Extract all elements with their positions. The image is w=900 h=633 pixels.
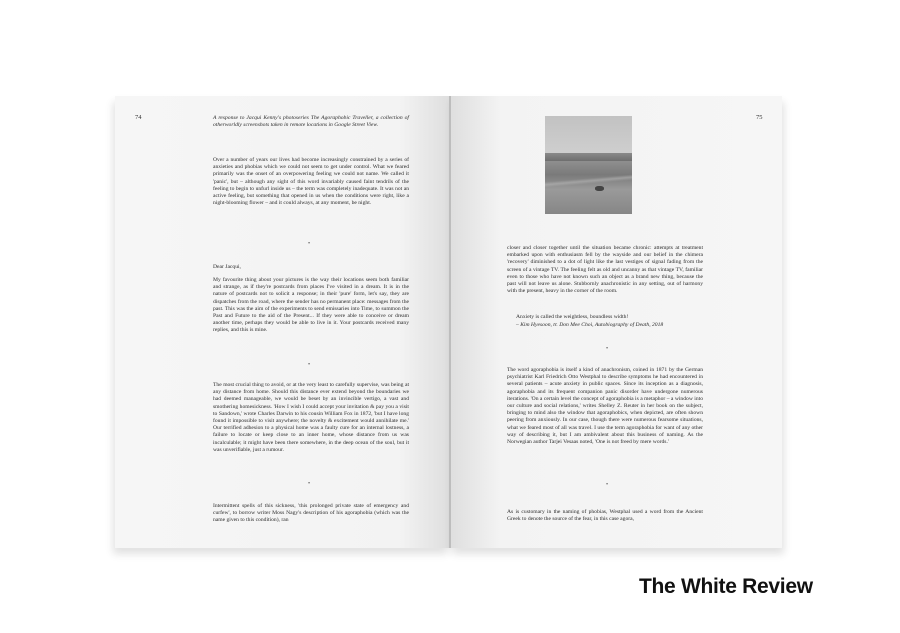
section-divider: • [308, 362, 311, 368]
salutation: Dear Jacqui, [213, 264, 241, 270]
paragraph: closer and closer together until the situation became chronic: attempts at treatment embarked upon with enthusiasm fell by the wayside and our belief in the chimera 'recovery' diminished to a dot of light like the last vestiges of signal fading from the screen of a vintage TV. The feeling felt as old and uncanny as that vintage TV, familiar even to those who have not known such an object as a brand new thing, because the past will not leave us alone. Stubbornly anachronistic in any setting, out of harmony with the present, heavy in the corner of the room. [507, 245, 703, 295]
brand-logo: The White Review [639, 575, 813, 598]
paragraph: Intermittent spells of this sickness, 'this prolonged private state of emergency and curfew', to borrow writer Moss Nagy's description of his agoraphobia (which was the name given to this condition), ran [213, 503, 409, 524]
spine-gutter [449, 96, 451, 548]
landscape-photo [545, 116, 632, 214]
section-divider: • [606, 346, 609, 352]
paragraph: Over a number of years our lives had become increasingly constrained by a series of anxieties and phobias which we could not seem to get under control. What we feared primarily was the onset of an overpowering feeling we could not name. We called it 'panic', but – although any sight of this word invariably caused faint tendrils of the feeling to begin to unfurl inside us – the term was completely inadequate. It was not an active feeling, but something that opened in us when the conditions were right, like a night-blooming flower – and it could always, at any moment, be night. [213, 157, 409, 207]
paragraph: The word agoraphobia is itself a kind of anachronism, coined in 1871 by the German psychiatrist Karl Friedrich Otto Westphal to describe symptoms he had encountered in several patients – acute anxiety in public spaces. Since its inception as a diagnosis, agoraphobia and its frequent companion panic disorder have undergone numerous iterations. 'On a certain level the concept of agoraphobia is a metaphor – a window into our culture and social relations,' writes Shelley Z. Reuter in her book on the subject, bringing to mind also the window that agoraphobics, when depicted, are often shown peering from anxiously. In our case, though there were numerous fearsome situations, what we feared most of all was travel. I use the term agoraphobia for want of any other way of describing it, but I am ambivalent about this business of naming. As the Norwegian author Tarjei Vesaas noted, 'One is not freed by mere words.' [507, 367, 703, 446]
page-number: 75 [756, 114, 763, 121]
left-page [115, 96, 450, 548]
quote: Anxiety is called the weightless, boundless width! [516, 314, 629, 320]
paragraph: My favourite thing about your pictures is the way their locations seem both familiar and strange, as if they're postcards from places I've visited in a dream. It is in the nature of postcards not to solicit a response; in their 'pure' form, let's say, they are dispatches from the road, where the sender has no permanent place: messages from the past. This was the aim of the experiments to send emissaries into Time, to summon the Past and Future to the aid of the Present... If they were able to conceive or dream another time, perhaps they would be able to live in it. Your postcards received many replies, and this is mine. [213, 277, 409, 334]
paragraph: As is customary in the naming of phobias, Westphal used a word from the Ancient Greek to denote the source of the fear, in this case agora, [507, 509, 703, 523]
paragraph: The most crucial thing to avoid, or at the very least to carefully supervise, was being at any distance from home. Should this distance ever extend beyond the boundaries we had deemed manageable, we would be beset by an invincible vertigo, a vast and smothering homesickness. 'How I wish I could accept your invitation & pay you a visit to Sandown,' wrote Charles Darwin to his cousin William Fox in 1872, 'but I have long found it impossible to visit anywhere; the novelty & excitement would annihilate me.' Our terrified adhesion to a physical home was a faulty cure for an internal lostness, a failure to locate or keep close to an inner home, whose distance from us was incalculable; it might have been there somewhere, in the deep ocean of the soul, but it was unverifiable, just a rumour. [213, 382, 409, 453]
intro-text: A response to Jacqui Kenny's photoseries The Agoraphobic Traveller, a collection of otherworldly screenshots taken in remote locations in Google Street View. [213, 115, 409, 129]
section-divider: • [606, 482, 609, 488]
section-divider: • [308, 481, 311, 487]
page-number: 74 [135, 114, 142, 121]
right-page [450, 96, 782, 548]
quote-attribution: – Kim Hyesoon, tr. Don Mee Choi, Autobiography of Death, 2018 [516, 322, 664, 328]
section-divider: • [308, 241, 311, 247]
